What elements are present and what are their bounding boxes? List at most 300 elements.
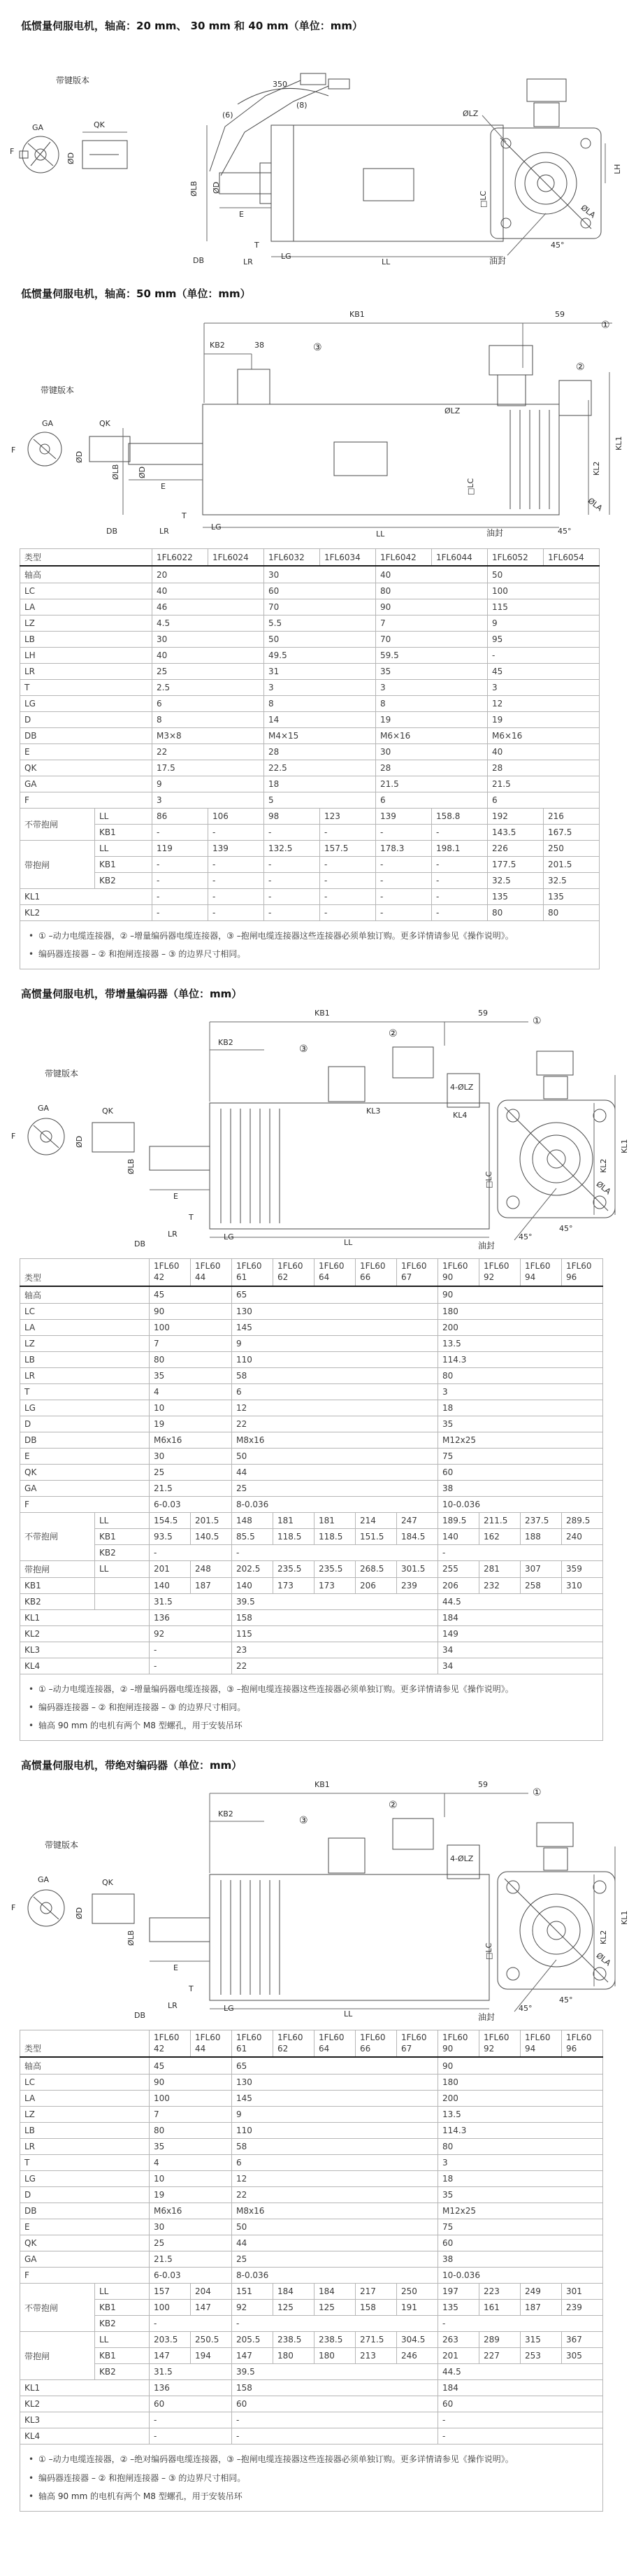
table-row <box>20 664 600 680</box>
table-cell: 9 <box>232 2107 438 2123</box>
table-cell: 18 <box>438 1400 603 1416</box>
dim-45deg: 45° <box>551 241 565 250</box>
column-header-line: 94 <box>525 1272 536 1282</box>
column-header-line: 1FL60 <box>195 2033 221 2043</box>
label-oil-seal: 油封 <box>478 2012 496 2023</box>
table-cell: 154.5 <box>150 1512 191 1528</box>
column-header-line: 1FL60 <box>525 1261 551 1272</box>
dim-olb: ØLB <box>126 1930 136 1947</box>
table-cell: 135 <box>488 889 544 905</box>
table-cell: 40 <box>152 583 264 599</box>
column-header-line: 42 <box>154 1272 165 1282</box>
table-cell: 184 <box>273 2284 314 2300</box>
table-cell: 191 <box>397 2300 438 2316</box>
table-cell: - <box>488 648 600 664</box>
table-cell: 189.5 <box>438 1512 479 1528</box>
column-header: 1FL6044 <box>432 549 488 567</box>
table-cell: 95 <box>488 632 600 648</box>
table-cell: 140 <box>438 1528 479 1544</box>
column-header-line: 1FL60 <box>566 2033 592 2043</box>
table-cell: M6x16 <box>150 2203 232 2219</box>
table-cell: 158 <box>232 1609 438 1625</box>
dim-kl1: KL1 <box>620 1910 629 1926</box>
table-note: • 轴高 90 mm 的电机有两个 M8 型螺孔，用于安装吊环 <box>27 1718 595 1733</box>
table-cell: - <box>320 825 376 841</box>
table-cell: 75 <box>438 2219 603 2235</box>
column-header <box>150 2030 191 2058</box>
column-header <box>479 2030 521 2058</box>
spec-table-2 <box>20 1258 603 1741</box>
table-cell: 8-0.036 <box>232 1496 438 1512</box>
table-cell: 23 <box>232 1642 438 1658</box>
dim-ll: LL <box>344 2009 353 2019</box>
table-cell: 3 <box>376 680 488 696</box>
table-cell: 90 <box>150 2075 232 2091</box>
row-label: KL1 <box>20 2380 150 2396</box>
dim-38: 38 <box>254 341 264 350</box>
label-keyed-version: 带键版本 <box>45 1069 79 1079</box>
table-cell: - <box>232 2412 438 2428</box>
table-row <box>20 1448 603 1464</box>
table-cell: 180 <box>438 1303 603 1319</box>
section-title-low-inertia-small: 低惯量伺服电机，轴高：20 mm、 30 mm 和 40 mm（单位：mm） <box>21 20 363 32</box>
dim-qk: QK <box>102 1878 113 1888</box>
table-cell: - <box>150 1544 232 1560</box>
column-header-line: 1FL60 <box>277 1261 303 1272</box>
table-cell: 90 <box>438 2057 603 2075</box>
table-cell: - <box>438 2428 603 2445</box>
table-row <box>20 2091 603 2107</box>
dim-e: E <box>173 1963 178 1973</box>
section-title-low-inertia-50: 低惯量伺服电机，轴高：50 mm（单位：mm） <box>21 287 251 300</box>
table-cell: 246 <box>397 2348 438 2364</box>
table-cell: 197 <box>438 2284 479 2300</box>
label-keyed-version: 带键版本 <box>45 1840 79 1851</box>
table-row <box>20 1383 603 1400</box>
table-cell: 18 <box>264 776 376 792</box>
dim-8: (8) <box>296 101 308 110</box>
table-cell: M12x25 <box>438 2203 603 2219</box>
table-cell: 65 <box>232 1286 438 1304</box>
row-label: LL <box>95 809 152 825</box>
table-cell: 46 <box>152 599 264 615</box>
table-cell: 6-0.03 <box>150 2268 232 2284</box>
table-row <box>20 632 600 648</box>
table-row <box>20 1480 603 1496</box>
row-label: LZ <box>20 615 152 632</box>
row-label: F <box>20 792 152 809</box>
row-label: LG <box>20 696 152 712</box>
row-label: T <box>20 2155 150 2171</box>
dim-ll: LL <box>382 257 391 266</box>
table-cell: 31.5 <box>150 2364 232 2380</box>
table-cell: 30 <box>152 632 264 648</box>
column-header-line: 1FL60 <box>195 1261 221 1272</box>
table-cell: 213 <box>356 2348 397 2364</box>
row-label: GA <box>20 2251 150 2268</box>
dim-db: DB <box>106 527 118 536</box>
table-cell: 118.5 <box>314 1528 356 1544</box>
table-cell: 139 <box>376 809 432 825</box>
table-row <box>20 760 600 776</box>
dim-ga: GA <box>38 1875 50 1885</box>
dim-lr: LR <box>243 257 253 266</box>
dim-olb: ØLB <box>111 464 120 480</box>
table-cell: 110 <box>232 2123 438 2139</box>
table-cell: - <box>264 905 320 921</box>
dim-f: F <box>11 446 16 455</box>
spec-table-1-host <box>0 548 629 969</box>
table-cell: 86 <box>152 809 208 825</box>
row-label: LL <box>95 2332 150 2348</box>
table-cell: 80 <box>150 2123 232 2139</box>
column-header-line: 1FL60 <box>401 1261 427 1272</box>
table-cell: 205.5 <box>232 2332 273 2348</box>
dim-ga: GA <box>42 419 54 428</box>
table-cell: 140.5 <box>191 1528 232 1544</box>
row-label: 带抱闸 <box>20 1560 95 1577</box>
table-cell: 263 <box>438 2332 479 2348</box>
table-cell: 304.5 <box>397 2332 438 2348</box>
dim-kl2: KL2 <box>599 1159 608 1174</box>
table-cell: 19 <box>376 712 488 728</box>
table-cell: 80 <box>438 1367 603 1383</box>
table-row <box>20 1577 603 1593</box>
table-row <box>20 744 600 760</box>
table-cell: 249 <box>521 2284 562 2300</box>
column-header: 1FL6032 <box>264 549 320 567</box>
table-row <box>20 696 600 712</box>
table-cell: 139 <box>208 841 264 857</box>
dim-ola: ØLA <box>594 1951 613 1968</box>
dim-4olz: 4-ØLZ <box>450 1854 474 1864</box>
column-header-line: 1FL60 <box>566 1261 592 1272</box>
table-cell: 147 <box>232 2348 273 2364</box>
column-header-line: 42 <box>154 2043 165 2054</box>
dim-e: E <box>239 210 244 219</box>
table-cell: - <box>320 889 376 905</box>
table-cell: 45 <box>150 1286 232 1304</box>
row-label: KB2 <box>95 1544 150 1560</box>
table-cell: - <box>320 873 376 889</box>
table-cell: 158 <box>232 2380 438 2396</box>
table-cell: 44 <box>232 2235 438 2251</box>
table-cell: 32.5 <box>488 873 544 889</box>
table-cell: - <box>208 889 264 905</box>
table-row <box>20 2284 603 2300</box>
column-header <box>191 1259 232 1286</box>
table-cell: 194 <box>191 2348 232 2364</box>
dim-kl2: KL2 <box>599 1930 608 1945</box>
table-cell: M6×16 <box>488 728 600 744</box>
callout-3-icon: ③ <box>313 342 322 353</box>
table-cell: 157 <box>150 2284 191 2300</box>
row-label: LL <box>95 841 152 857</box>
row-label: KL4 <box>20 1658 150 1674</box>
table-cell: 30 <box>264 566 376 583</box>
table-cell: 132.5 <box>264 841 320 857</box>
row-label: E <box>20 744 152 760</box>
table-cell: 10-0.036 <box>438 1496 603 1512</box>
dim-ola: ØLA <box>579 203 598 220</box>
table-header-row <box>20 549 600 567</box>
table-row <box>20 792 600 809</box>
table-cell: - <box>150 1658 232 1674</box>
table-cell: 115 <box>232 1625 438 1642</box>
table-cell: 65 <box>232 2057 438 2075</box>
column-header <box>232 1259 273 1286</box>
table-cell: 177.5 <box>488 857 544 873</box>
table-cell: 10 <box>150 1400 232 1416</box>
table-cell: 92 <box>232 2300 273 2316</box>
table-cell: 50 <box>488 566 600 583</box>
table-cell: 3 <box>264 680 376 696</box>
table-cell: 5 <box>264 792 376 809</box>
row-label: 轴高 <box>20 566 152 583</box>
column-header <box>232 2030 273 2058</box>
table-cell: - <box>152 905 208 921</box>
dim-lg: LG <box>224 2004 234 2014</box>
column-header-line: 1FL60 <box>319 2033 345 2043</box>
table-cell: 80 <box>488 905 544 921</box>
column-header-line: 66 <box>360 2043 371 2054</box>
table-cell: 192 <box>488 809 544 825</box>
table-cell: - <box>150 1642 232 1658</box>
table-cell: 90 <box>438 1286 603 1304</box>
table-cell: 90 <box>376 599 488 615</box>
row-label: D <box>20 2187 150 2203</box>
dim-lc: □LC <box>466 478 475 495</box>
table-cell: 14 <box>264 712 376 728</box>
table-row <box>20 2316 603 2332</box>
column-header <box>356 2030 397 2058</box>
dim-db: DB <box>134 2011 146 2021</box>
table-cell: 44 <box>232 1464 438 1480</box>
table-cell: 202.5 <box>232 1560 273 1577</box>
table-cell: - <box>152 857 208 873</box>
table-row <box>20 1432 603 1448</box>
table-cell: 268.5 <box>356 1560 397 1577</box>
table-row <box>20 2332 603 2348</box>
table-cell: 28 <box>264 744 376 760</box>
table-cell: 12 <box>232 1400 438 1416</box>
table-cell: 235.5 <box>314 1560 356 1577</box>
motor-schematic-1 <box>0 37 629 269</box>
column-header-type: 类型 <box>20 1259 150 1286</box>
dim-lg: LG <box>224 1232 234 1242</box>
table-cell: 100 <box>150 2300 191 2316</box>
table-cell: 217 <box>356 2284 397 2300</box>
table-cell: - <box>264 857 320 873</box>
dim-t: T <box>189 1984 194 1994</box>
table-row <box>20 1658 603 1674</box>
table-row <box>20 2187 603 2203</box>
table-cell: 60 <box>438 2396 603 2412</box>
column-header-line: 1FL60 <box>360 2033 386 2043</box>
table-row <box>20 712 600 728</box>
table-cell: 39.5 <box>232 2364 438 2380</box>
dim-lg: LG <box>211 522 222 532</box>
table-cell: 38 <box>438 2251 603 2268</box>
table-cell: 75 <box>438 1448 603 1464</box>
table-cell: 35 <box>438 2187 603 2203</box>
table-cell: 25 <box>232 2251 438 2268</box>
row-label: LR <box>20 2139 150 2155</box>
table-cell: 70 <box>264 599 376 615</box>
dim-ga: GA <box>32 123 44 132</box>
table-cell: 8 <box>264 696 376 712</box>
table-cell: - <box>432 857 488 873</box>
table-cell: 21.5 <box>150 2251 232 2268</box>
row-label: F <box>20 2268 150 2284</box>
row-label: LC <box>20 2075 150 2091</box>
table-note: • 轴高 90 mm 的电机有两个 M8 型螺孔，用于安装吊环 <box>27 2489 595 2504</box>
table-cell: - <box>438 2412 603 2428</box>
table-cell: 50 <box>264 632 376 648</box>
row-label: LG <box>20 2171 150 2187</box>
row-label: F <box>20 1496 150 1512</box>
table-cell: 167.5 <box>544 825 600 841</box>
table-cell: 25 <box>152 664 264 680</box>
row-label: DB <box>20 1432 150 1448</box>
row-label: KL2 <box>20 2396 150 2412</box>
table-cell: 201.5 <box>544 857 600 873</box>
dim-f: F <box>11 1903 16 1913</box>
table-cell: 50 <box>232 1448 438 1464</box>
row-label: DB <box>20 2203 150 2219</box>
column-header-line: 1FL60 <box>442 2033 468 2043</box>
table-row <box>20 2380 603 2396</box>
row-label: 带抱闸 <box>20 2332 95 2380</box>
column-header-line: 67 <box>401 2043 412 2054</box>
table-cell: - <box>438 2316 603 2332</box>
table-cell: - <box>432 905 488 921</box>
table-row <box>20 2057 603 2075</box>
table-row <box>20 1593 603 1609</box>
table-cell: 44.5 <box>438 2364 603 2380</box>
table-cell: 30 <box>150 2219 232 2235</box>
row-label: KB2 <box>20 1593 95 1609</box>
table-cell: - <box>432 825 488 841</box>
column-header-line: 61 <box>236 1272 247 1282</box>
table-cell: - <box>152 825 208 841</box>
column-header <box>191 2030 232 2058</box>
table-row <box>20 2300 603 2316</box>
table-cell: 248 <box>191 1560 232 1577</box>
column-header-line: 66 <box>360 1272 371 1282</box>
dim-45deg-2: 45° <box>519 1232 533 1242</box>
table-cell: 45 <box>150 2057 232 2075</box>
table-cell: 201 <box>438 2348 479 2364</box>
column-header-line: 1FL60 <box>442 1261 468 1272</box>
motor-schematic-3 <box>0 1005 629 1251</box>
table-cell: 6 <box>376 792 488 809</box>
table-row <box>20 1496 603 1512</box>
table-cell: 20 <box>152 566 264 583</box>
table-cell: 145 <box>232 2091 438 2107</box>
table-cell: 147 <box>150 2348 191 2364</box>
table-row <box>20 615 600 632</box>
column-header-line: 92 <box>484 1272 495 1282</box>
table-cell: 6 <box>152 696 264 712</box>
table-cell: 6 <box>232 1383 438 1400</box>
table-cell: 203.5 <box>150 2332 191 2348</box>
table-cell: 100 <box>488 583 600 599</box>
row-label: KB2 <box>95 2316 150 2332</box>
dim-kb2: KB2 <box>218 1809 233 1819</box>
table-cell: 92 <box>150 1625 232 1642</box>
column-header <box>438 2030 479 2058</box>
table-notes <box>20 1674 603 1741</box>
table-cell: 22 <box>152 744 264 760</box>
table-cell: 12 <box>232 2171 438 2187</box>
column-header: 1FL6042 <box>376 549 432 567</box>
table-header-row <box>20 1259 603 1286</box>
table-cell: 359 <box>562 1560 603 1577</box>
column-header <box>397 1259 438 1286</box>
row-label: KL1 <box>20 1609 150 1625</box>
table-cell: M8x16 <box>232 2203 438 2219</box>
table-cell: 60 <box>150 2396 232 2412</box>
dim-od-shaft: ØD <box>138 466 147 478</box>
dim-lr: LR <box>159 527 169 536</box>
table-cell: 149 <box>438 1625 603 1642</box>
table-cell: 235.5 <box>273 1560 314 1577</box>
table-notes <box>20 2445 603 2512</box>
table-cell: 301 <box>562 2284 603 2300</box>
column-header <box>521 1259 562 1286</box>
table-cell: 60 <box>438 1464 603 1480</box>
column-header-type: 类型 <box>20 549 152 567</box>
table-cell: 135 <box>438 2300 479 2316</box>
column-header <box>438 1259 479 1286</box>
table-note: • ① –动力电缆连接器，② –增量编码器电缆连接器，③ –抱闸电缆连接器这些连接器必须单独订购。更多详情请参见《操作说明》。 <box>27 1681 595 1697</box>
table-row <box>20 905 600 921</box>
column-header-line: 96 <box>566 2043 577 2054</box>
dim-olb: ØLB <box>126 1159 136 1175</box>
row-label: KB1 <box>95 2348 150 2364</box>
row-label: 轴高 <box>20 2057 150 2075</box>
dim-ll: LL <box>344 1238 353 1248</box>
dim-lh: LH <box>613 164 622 174</box>
table-cell: - <box>150 2316 232 2332</box>
table-cell: - <box>376 857 432 873</box>
table-notes-row <box>20 921 600 969</box>
dim-kb2: KB2 <box>218 1038 233 1048</box>
table-cell: 7 <box>150 1335 232 1351</box>
row-label: KL2 <box>20 905 152 921</box>
table-cell: 18 <box>438 2171 603 2187</box>
table-cell: 30 <box>150 1448 232 1464</box>
table-row <box>20 1416 603 1432</box>
table-row <box>20 1319 603 1335</box>
row-label: QK <box>20 1464 150 1480</box>
dim-od: ØD <box>66 152 75 164</box>
table-cell: 80 <box>544 905 600 921</box>
table-cell: 49.5 <box>264 648 376 664</box>
table-cell: - <box>432 873 488 889</box>
row-label: DB <box>20 728 152 744</box>
table-cell: 181 <box>273 1512 314 1528</box>
table-row <box>20 841 600 857</box>
dim-4olz: 4-ØLZ <box>450 1083 474 1093</box>
row-label: KB1 <box>95 857 152 873</box>
spec-table-2-host <box>0 1258 629 1741</box>
dim-olb: ØLB <box>189 180 198 197</box>
table-cell: - <box>264 889 320 905</box>
callout-2-icon: ② <box>389 1028 398 1040</box>
column-header <box>562 2030 603 2058</box>
